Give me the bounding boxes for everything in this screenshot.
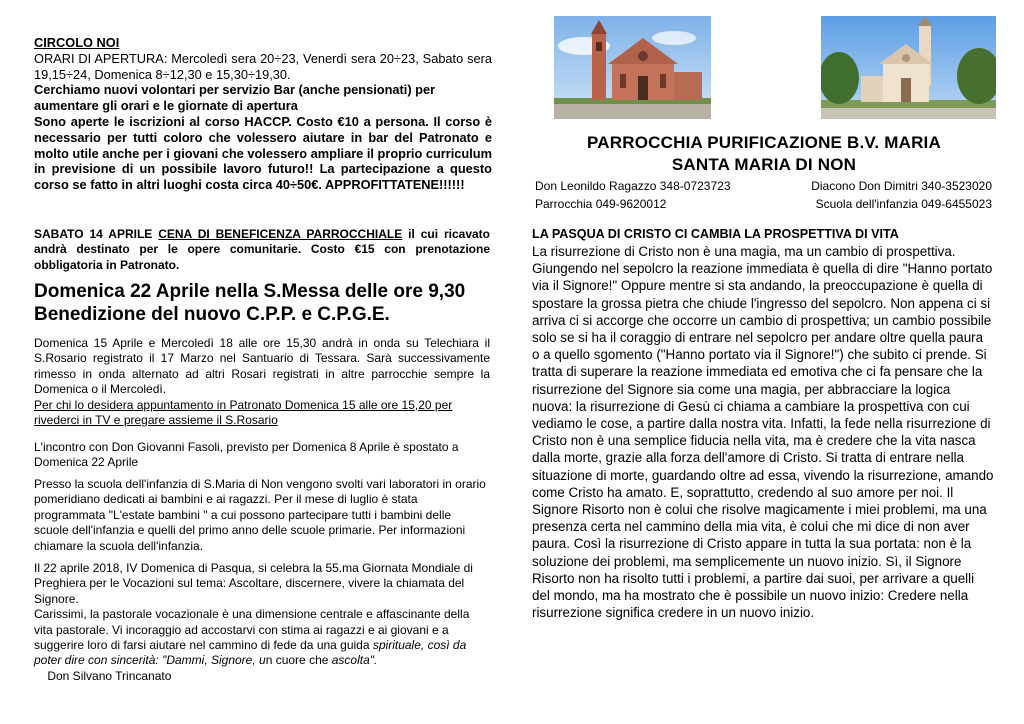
church-photo-1 <box>554 16 711 119</box>
telechiara-text: Domenica 15 Aprile e Mercoledì 18 alle ore 15,30 andrà in onda su Telechiara il S.Rosario registrato il 17 Marzo nel Santuario di Tessara. Sarà successivamente rimesso in onda alternato ad altri Rosari registrati in altre parrocchie sempre la Domenica o il Mercoledì. <box>34 336 490 397</box>
circolo-haccp: Sono aperte le iscrizioni al corso HACCP. Costo €10 a persona. Il corso è necessario per tutti coloro che volessero aiutare in bar del Patronato e molto utile anche per i giovani che volessero ampliare il proprio curriculum in previsione di un possibile lavoro futuro!! La partecipazione a questo corso se fatto in altri luoghi costa circa 40÷50€. APPROFITTATENE!!!!!! <box>34 113 492 193</box>
headline: Domenica 22 Aprile nella S.Messa delle ore 9,30 Benedizione del nuovo C.P.P. e C.P.G.E. <box>34 281 466 325</box>
vocazioni-block <box>34 561 486 684</box>
easter-article <box>532 226 994 621</box>
fasoli-notice: L'incontro con Don Giovanni Fasoli, previsto per Domenica 8 Aprile è spostato a Domenica 22 Aprile <box>34 440 459 470</box>
church-photo-2 <box>821 16 996 119</box>
letter-text: Carissimi, la pastorale vocazionale è una dimensione centrale e affascinante della vita pastorale. Vi incoraggio ad accostarvi con stima ai ragazzi e ai giovani e a suggerire loro di farsi aiutare nel cammino di fede da una guida <box>34 607 470 653</box>
circolo-block <box>34 35 492 193</box>
contact-scuola: Scuola dell'infanzia 049-6455023 <box>815 197 992 211</box>
letter-signature: Don Silvano Trincanato <box>34 668 172 683</box>
vocazioni-letter <box>34 607 486 684</box>
contact-parroco: Don Leonildo Ragazzo 348-0723723 <box>535 179 731 193</box>
contact-diacono: Diacono Don Dimitri 340-3523020 <box>811 179 992 193</box>
contact-parrocchia: Parrocchia 049-9620012 <box>535 197 667 211</box>
letter-italic-end: ascolta". <box>331 653 378 668</box>
circolo-volontari: Cerchiamo nuovi volontari per servizio Bar (anche pensionati) per aumentare gli orari e le giornate di apertura <box>34 82 436 114</box>
vocazioni-intro: Il 22 aprile 2018, IV Domenica di Pasqua, si celebra la 55.ma Giornata Mondiale di Preghiera per le Vocazioni sul tema: Ascoltare, discernere, vivere la chiamata del Signore. <box>34 561 473 606</box>
circolo-title: CIRCOLO NOI <box>34 35 120 50</box>
parish-header <box>532 132 996 176</box>
parish-subtitle: SANTA MARIA DI NON <box>671 155 857 174</box>
telechiara-appuntamento: Per chi lo desidera appuntamento in Patronato Domenica 15 alle ore 15,20 per rivederci in TV e pregare assieme il S.Rosario <box>34 397 453 428</box>
circolo-orari: ORARI DI APERTURA: Mercoledì sera 20÷23, Venerdì sera 20÷23, Sabato sera 19,15÷24, Domenica 8÷12,30 e 15,30÷19,30. <box>34 50 492 82</box>
infanzia-notice: Presso la scuola dell'infanzia di S.Maria di Non vengono svolti vari laboratori in orario pomeridiano dedicati ai bambini e ai ragazzi. Per il mese di luglio è stata programmata "L'estate bambini " a cui possono partecipare tutti i bambini delle scuole dell'infanzia e quelli del primo anno delle scuole primarie. Per informazioni chiamare la scuola dell'infanzia. <box>34 477 486 553</box>
contacts-row-1 <box>535 177 992 195</box>
article-body: La risurrezione di Cristo non è una magia, ma un cambio di prospettiva. Giungendo nel sepolcro la reazione immediata è quella di dire "Hanno portato via il Signore!" Oppure mentre si sta andando, la preoccupazione è quella di spostare la grossa pietra che chiude l'ingresso del sepolcro. Non appena ci si arriva ci si accorge che occorre un cambio di prospettiva; un cambio possibile solo se si ha il coraggio di entrare nel sepolcro per andare oltre quella paura o a quello sgomento ("Hanno portato via il Signore!") che subito ci prende. Si tratta di superare la reazione immediata ed emotiva che ci fa pensare che la risurrezione del Signore sia come una magia, per abbracciare la logica nuova: la risurrezione di Gesù ci chiama a cambiare la prospettiva con cui vediamo le cose, a partire dalla nostra vita. Infatti, la fede nella risurrezione di Cristo non è una semplice fiducia nella vita, ma è credere che la vita nasca dalla morte, grazie alla forza dell'amore di Cristo. Si tratta di entrare nella situazione di morte, guardando oltre ad essa, vivendo la risurrezione, amando come Cristo ha amato. E, soprattutto, credendo al suo amore per noi. Il Signore Risorto non è colui che risolve magicamente i miei problemi, ma una presenza certa nel cammino della mia vita, è colui che mi dice di non aver paura. Così la risurrezione di Cristo appare in tutta la sua portata: non è la soluzione dei problemi, ma semplicemente un nuovo inizio. Sì, il Signore Risorto non ha risolto tutti i problemi, a partire dai suoi, per arrivare a quelli del mondo, ma ha mostrato che è possibile un nuovo inizio: Credere nella risurrezione significa credere in un nuovo inizio. <box>532 244 994 621</box>
contacts <box>535 177 992 213</box>
contacts-row-2 <box>535 195 992 213</box>
letter-mid: n cuore che <box>265 653 332 668</box>
parish-title: PARROCCHIA PURIFICAZIONE B.V. MARIA <box>587 133 941 152</box>
cena-lead: SABATO 14 APRILE <box>34 227 159 241</box>
cena-title: CENA DI BENEFICENZA PARROCCHIALE <box>158 227 403 241</box>
letter-italic: spirituale, così da poter dire con sincerità: "Dammi, Signore, u <box>34 638 467 668</box>
cena-paragraph <box>34 227 490 273</box>
telechiara-block <box>34 336 490 428</box>
article-title: LA PASQUA DI CRISTO CI CAMBIA LA PROSPETTIVA DI VITA <box>532 227 899 241</box>
cena-rest: il cui ricavato andrà destinato per le opere comunitarie. Costo €15 con prenotazione obbligatoria in Patronato. <box>34 227 490 272</box>
